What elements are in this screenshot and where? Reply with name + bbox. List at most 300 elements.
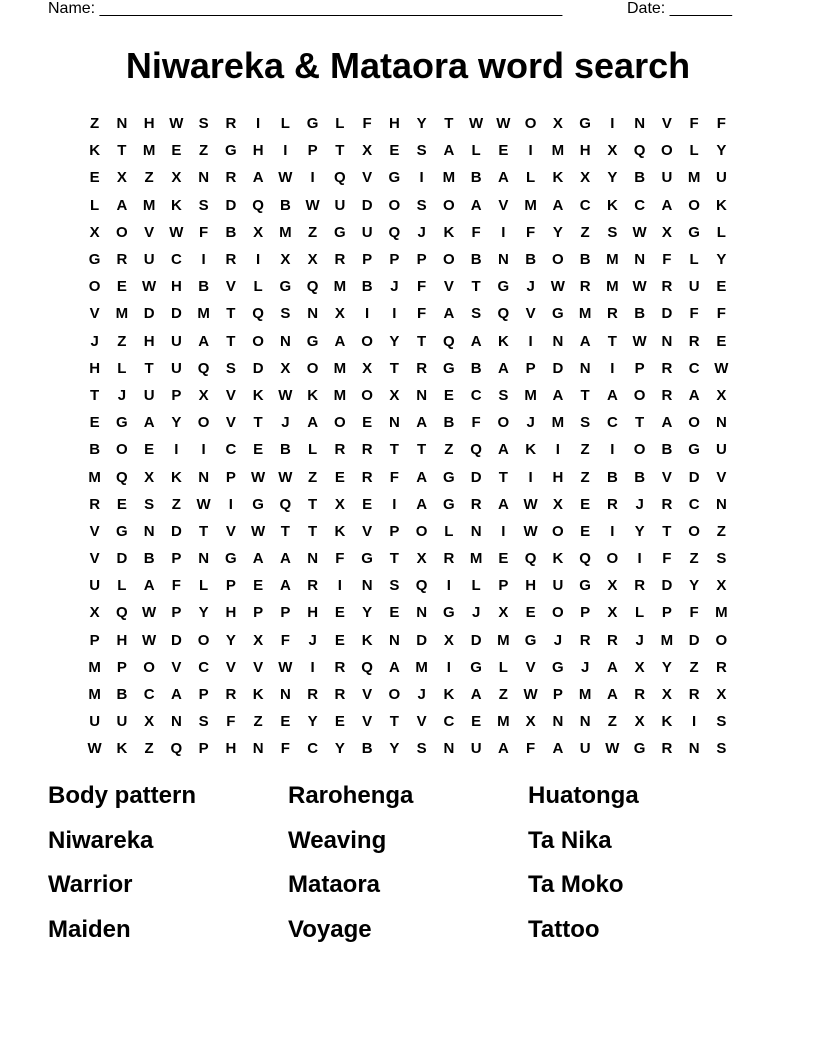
grid-letter[interactable]: O [415,522,428,540]
grid-letter[interactable]: Y [389,740,400,758]
grid-letter[interactable]: T [389,713,399,731]
grid-letter[interactable]: X [416,550,427,568]
grid-letter[interactable]: R [634,686,646,704]
grid-letter[interactable]: S [144,495,155,513]
grid-letter[interactable]: R [688,686,700,704]
grid-letter[interactable]: W [196,495,211,513]
grid-letter[interactable]: T [226,305,236,323]
grid-letter[interactable]: D [470,468,482,486]
grid-letter[interactable]: P [389,251,400,269]
grid-letter[interactable]: I [610,522,615,540]
grid-letter[interactable]: X [89,223,100,241]
grid-letter[interactable]: R [715,658,727,676]
grid-letter[interactable]: Q [116,468,128,486]
grid-letter[interactable]: K [552,169,564,187]
grid-letter[interactable]: K [661,713,673,731]
grid-letter[interactable]: D [170,522,182,540]
grid-letter[interactable]: W [523,522,538,540]
grid-letter[interactable]: O [197,631,210,649]
grid-letter[interactable]: G [579,115,591,133]
grid-letter[interactable]: R [225,686,237,704]
grid-letter[interactable]: U [552,577,564,595]
grid-letter[interactable]: P [280,604,291,622]
grid-letter[interactable]: V [144,223,155,241]
grid-letter[interactable]: E [144,441,155,459]
grid-letter[interactable]: M [551,142,565,160]
grid-letter[interactable]: E [498,142,509,160]
grid-letter[interactable]: R [307,686,319,704]
grid-letter[interactable]: W [469,115,484,133]
grid-letter[interactable]: G [116,414,128,432]
grid-letter[interactable]: Y [661,658,672,676]
grid-letter[interactable]: X [334,495,345,513]
name-field-label[interactable]: Name: ____________________________________________________ [48,0,563,17]
grid-letter[interactable]: H [143,115,155,133]
grid-letter[interactable]: X [607,604,618,622]
grid-letter[interactable]: F [471,223,481,241]
grid-letter[interactable]: S [580,414,591,432]
grid-letter[interactable]: L [689,142,699,160]
grid-letter[interactable]: G [633,740,646,758]
grid-letter[interactable]: Q [443,332,455,350]
grid-letter[interactable]: Y [389,332,400,350]
grid-letter[interactable]: U [661,169,673,187]
grid-letter[interactable]: R [661,495,673,513]
grid-letter[interactable]: K [252,386,264,404]
grid-letter[interactable]: N [634,115,646,133]
grid-letter[interactable]: V [362,686,373,704]
grid-letter[interactable]: E [334,468,345,486]
grid-letter[interactable]: Q [252,305,264,323]
grid-letter[interactable]: Y [198,604,209,622]
grid-letter[interactable]: U [89,577,101,595]
grid-letter[interactable]: F [335,550,345,568]
grid-letter[interactable]: F [526,740,536,758]
grid-letter[interactable]: N [579,713,591,731]
grid-letter[interactable]: N [143,522,155,540]
grid-letter[interactable]: M [660,631,674,649]
grid-letter[interactable]: K [170,196,182,214]
grid-letter[interactable]: B [279,441,291,459]
grid-letter[interactable]: T [308,522,318,540]
grid-letter[interactable]: M [142,142,156,160]
grid-letter[interactable]: G [552,658,564,676]
grid-letter[interactable]: K [252,686,264,704]
grid-letter[interactable]: J [117,386,127,404]
grid-letter[interactable]: K [443,223,455,241]
grid-letter[interactable]: C [307,740,319,758]
grid-letter[interactable]: T [471,278,481,296]
grid-letter[interactable]: G [361,550,373,568]
grid-letter[interactable]: N [361,577,373,595]
grid-letter[interactable]: V [89,522,100,540]
grid-letter[interactable]: G [443,604,455,622]
grid-letter[interactable]: T [389,550,399,568]
grid-letter[interactable]: B [525,251,537,269]
grid-letter[interactable]: R [470,495,482,513]
grid-letter[interactable]: J [417,223,426,241]
grid-letter[interactable]: M [578,686,592,704]
grid-letter[interactable]: V [661,115,672,133]
grid-letter[interactable]: F [662,251,672,269]
grid-letter[interactable]: G [116,522,128,540]
grid-letter[interactable]: P [116,658,127,676]
grid-letter[interactable]: H [552,468,564,486]
grid-letter[interactable]: V [89,550,100,568]
grid-letter[interactable]: H [579,142,591,160]
grid-letter[interactable]: F [280,740,290,758]
grid-letter[interactable]: K [361,631,373,649]
grid-letter[interactable]: M [497,713,510,731]
grid-letter[interactable]: G [497,278,510,296]
grid-letter[interactable]: F [280,631,290,649]
grid-letter[interactable]: C [198,658,210,676]
grid-letter[interactable]: C [634,196,646,214]
grid-letter[interactable]: S [198,115,209,133]
grid-letter[interactable]: W [169,223,184,241]
grid-letter[interactable]: F [662,550,672,568]
grid-letter[interactable]: E [253,577,264,595]
grid-letter[interactable]: W [550,278,565,296]
grid-letter[interactable]: O [306,359,319,377]
grid-letter[interactable]: P [580,604,591,622]
grid-letter[interactable]: R [361,441,373,459]
grid-letter[interactable]: Y [334,740,345,758]
grid-letter[interactable]: A [497,441,509,459]
grid-letter[interactable]: A [279,577,291,595]
grid-letter[interactable]: A [606,686,618,704]
grid-letter[interactable]: M [469,550,483,568]
grid-letter[interactable]: J [553,631,563,649]
grid-letter[interactable]: A [470,686,482,704]
grid-letter[interactable]: A [443,142,455,160]
grid-letter[interactable]: G [306,115,319,133]
grid-letter[interactable]: N [552,713,564,731]
grid-letter[interactable]: I [446,577,451,595]
grid-letter[interactable]: E [716,332,727,350]
grid-letter[interactable]: N [279,332,291,350]
grid-letter[interactable]: P [198,740,209,758]
grid-letter[interactable]: M [115,305,129,323]
grid-letter[interactable]: A [552,740,564,758]
grid-letter[interactable]: T [308,495,318,513]
grid-letter[interactable]: A [579,332,591,350]
grid-letter[interactable]: Z [607,713,617,731]
grid-letter[interactable]: A [606,658,618,676]
grid-letter[interactable]: N [470,522,482,540]
grid-letter[interactable]: W [605,740,620,758]
grid-letter[interactable]: W [632,223,647,241]
grid-letter[interactable]: L [335,115,345,133]
grid-letter[interactable]: F [417,278,427,296]
grid-letter[interactable]: X [607,577,618,595]
grid-letter[interactable]: Z [117,332,127,350]
grid-letter[interactable]: D [416,631,428,649]
grid-letter[interactable]: W [142,278,157,296]
grid-letter[interactable]: I [637,550,642,568]
grid-letter[interactable]: X [443,631,454,649]
grid-letter[interactable]: X [280,359,291,377]
grid-letter[interactable]: X [634,713,645,731]
grid-letter[interactable]: R [579,278,591,296]
grid-letter[interactable]: B [279,196,291,214]
grid-letter[interactable]: Q [388,223,401,241]
grid-letter[interactable]: I [228,495,233,513]
grid-letter[interactable]: R [606,305,618,323]
grid-letter[interactable]: Z [308,223,318,241]
grid-letter[interactable]: G [252,495,264,513]
grid-letter[interactable]: O [688,522,700,540]
grid-letter[interactable]: A [143,577,155,595]
grid-letter[interactable]: O [524,115,537,133]
grid-letter[interactable]: O [116,441,128,459]
grid-letter[interactable]: G [225,550,237,568]
grid-letter[interactable]: S [416,142,427,160]
grid-letter[interactable]: J [580,658,590,676]
grid-letter[interactable]: A [252,550,264,568]
grid-letter[interactable]: A [416,495,428,513]
grid-letter[interactable]: U [579,740,591,758]
grid-letter[interactable]: V [225,386,236,404]
grid-letter[interactable]: Z [580,468,590,486]
grid-letter[interactable]: I [392,495,397,513]
grid-letter[interactable]: K [715,196,727,214]
grid-letter[interactable]: X [552,115,563,133]
grid-letter[interactable]: X [525,713,536,731]
grid-letter[interactable]: A [307,414,319,432]
grid-letter[interactable]: N [116,115,128,133]
grid-letter[interactable]: V [716,468,727,486]
grid-letter[interactable]: R [661,359,673,377]
grid-letter[interactable]: H [388,115,400,133]
grid-letter[interactable]: Y [689,577,700,595]
grid-letter[interactable]: F [389,468,399,486]
grid-letter[interactable]: U [143,251,155,269]
grid-letter[interactable]: F [716,305,726,323]
grid-letter[interactable]: M [88,658,101,676]
grid-letter[interactable]: L [117,577,127,595]
grid-letter[interactable]: O [116,223,128,241]
grid-letter[interactable]: A [334,332,346,350]
grid-letter[interactable]: C [606,414,618,432]
grid-letter[interactable]: E [498,550,509,568]
grid-letter[interactable]: N [416,386,428,404]
grid-letter[interactable]: D [143,305,155,323]
grid-letter[interactable]: O [552,522,564,540]
grid-letter[interactable]: X [362,359,373,377]
grid-letter[interactable]: U [143,386,155,404]
grid-letter[interactable]: M [415,658,428,676]
grid-letter[interactable]: N [388,414,400,432]
grid-letter[interactable]: B [361,740,373,758]
grid-letter[interactable]: Y [552,223,563,241]
grid-letter[interactable]: R [334,441,346,459]
grid-letter[interactable]: E [89,169,100,187]
grid-letter[interactable]: S [416,740,427,758]
grid-letter[interactable]: V [89,305,100,323]
grid-letter[interactable]: M [606,251,619,269]
grid-letter[interactable]: T [580,386,590,404]
grid-letter[interactable]: Z [171,495,181,513]
grid-letter[interactable]: X [144,713,155,731]
grid-letter[interactable]: D [170,631,182,649]
grid-letter[interactable]: N [443,740,455,758]
grid-letter[interactable]: F [716,115,726,133]
grid-letter[interactable]: S [416,196,427,214]
grid-letter[interactable]: Q [361,658,373,676]
grid-letter[interactable]: R [606,631,618,649]
grid-letter[interactable]: F [417,305,427,323]
grid-letter[interactable]: A [116,196,128,214]
grid-letter[interactable]: H [307,604,319,622]
grid-letter[interactable]: A [279,550,291,568]
grid-letter[interactable]: W [142,604,157,622]
grid-letter[interactable]: B [634,305,646,323]
grid-letter[interactable]: I [501,522,506,540]
grid-letter[interactable]: T [335,142,345,160]
grid-letter[interactable]: T [662,522,672,540]
grid-letter[interactable]: Q [579,550,591,568]
grid-letter[interactable]: N [715,414,727,432]
grid-letter[interactable]: H [525,577,537,595]
grid-letter[interactable]: A [470,196,482,214]
grid-letter[interactable]: Y [716,142,727,160]
grid-letter[interactable]: N [198,169,210,187]
grid-letter[interactable]: E [362,414,373,432]
grid-letter[interactable]: I [256,115,261,133]
grid-letter[interactable]: U [688,278,700,296]
grid-letter[interactable]: I [310,658,315,676]
grid-letter[interactable]: J [281,414,290,432]
grid-letter[interactable]: E [471,713,482,731]
grid-letter[interactable]: V [525,658,536,676]
grid-letter[interactable]: W [305,196,320,214]
grid-letter[interactable]: B [116,686,128,704]
grid-letter[interactable]: X [716,686,727,704]
grid-letter[interactable]: A [170,686,182,704]
grid-letter[interactable]: L [498,658,508,676]
grid-letter[interactable]: L [471,577,481,595]
grid-letter[interactable]: P [498,577,509,595]
grid-letter[interactable]: O [443,251,455,269]
grid-letter[interactable]: T [635,414,645,432]
grid-letter[interactable]: O [552,604,564,622]
grid-letter[interactable]: K [525,441,537,459]
grid-letter[interactable]: B [89,441,101,459]
grid-letter[interactable]: B [470,251,482,269]
grid-letter[interactable]: W [523,495,538,513]
grid-letter[interactable]: L [689,251,699,269]
grid-letter[interactable]: Q [524,550,537,568]
grid-letter[interactable]: H [143,332,155,350]
grid-letter[interactable]: T [607,332,617,350]
grid-letter[interactable]: L [280,115,290,133]
grid-letter[interactable]: A [661,196,673,214]
grid-letter[interactable]: Y [225,631,236,649]
grid-letter[interactable]: Z [308,468,318,486]
grid-letter[interactable]: D [225,196,237,214]
grid-letter[interactable]: O [388,196,401,214]
grid-letter[interactable]: R [361,468,373,486]
grid-letter[interactable]: X [580,169,591,187]
grid-letter[interactable]: N [252,740,264,758]
grid-letter[interactable]: J [526,278,535,296]
grid-letter[interactable]: X [661,223,672,241]
grid-letter[interactable]: O [661,142,673,160]
grid-letter[interactable]: X [661,686,672,704]
grid-letter[interactable]: I [610,441,615,459]
grid-letter[interactable]: K [552,550,564,568]
grid-letter[interactable]: P [171,386,182,404]
grid-letter[interactable]: T [280,522,290,540]
grid-letter[interactable]: A [470,332,482,350]
grid-letter[interactable]: L [90,196,100,214]
grid-letter[interactable]: R [225,251,237,269]
grid-letter[interactable]: J [390,278,399,296]
grid-letter[interactable]: P [661,604,672,622]
grid-letter[interactable]: A [552,196,564,214]
grid-letter[interactable]: C [143,686,155,704]
grid-letter[interactable]: Q [470,441,482,459]
grid-letter[interactable]: W [278,169,293,187]
grid-letter[interactable]: O [688,414,700,432]
grid-letter[interactable]: N [497,251,509,269]
grid-letter[interactable]: X [634,658,645,676]
grid-letter[interactable]: U [116,713,128,731]
grid-letter[interactable]: R [579,631,591,649]
grid-letter[interactable]: A [688,386,700,404]
grid-letter[interactable]: D [552,359,564,377]
grid-letter[interactable]: Y [416,115,427,133]
grid-letter[interactable]: N [170,713,182,731]
grid-letter[interactable]: Z [580,441,590,459]
grid-letter[interactable]: I [365,305,370,323]
grid-letter[interactable]: O [552,251,564,269]
grid-letter[interactable]: I [446,658,451,676]
grid-letter[interactable]: I [692,713,697,731]
grid-letter[interactable]: U [89,713,101,731]
grid-letter[interactable]: U [715,441,727,459]
grid-letter[interactable]: N [715,495,727,513]
grid-letter[interactable]: Q [497,305,510,323]
grid-letter[interactable]: N [307,305,319,323]
grid-letter[interactable]: X [334,305,345,323]
grid-letter[interactable]: F [526,223,536,241]
grid-letter[interactable]: S [498,386,509,404]
grid-letter[interactable]: S [716,740,727,758]
grid-letter[interactable]: A [552,386,564,404]
grid-letter[interactable]: O [688,196,700,214]
grid-letter[interactable]: W [632,278,647,296]
grid-letter[interactable]: V [525,305,536,323]
grid-letter[interactable]: P [416,251,427,269]
grid-letter[interactable]: L [635,604,645,622]
grid-letter[interactable]: C [688,495,700,513]
grid-letter[interactable]: R [334,686,346,704]
grid-letter[interactable]: S [198,713,209,731]
grid-letter[interactable]: N [388,631,400,649]
grid-letter[interactable]: M [578,305,592,323]
grid-letter[interactable]: M [333,278,347,296]
grid-letter[interactable]: G [443,495,455,513]
grid-letter[interactable]: O [497,414,510,432]
grid-letter[interactable]: I [174,441,179,459]
grid-letter[interactable]: K [89,142,101,160]
grid-letter[interactable]: I [555,441,560,459]
grid-letter[interactable]: D [688,468,700,486]
grid-letter[interactable]: B [579,251,591,269]
grid-letter[interactable]: N [307,550,319,568]
